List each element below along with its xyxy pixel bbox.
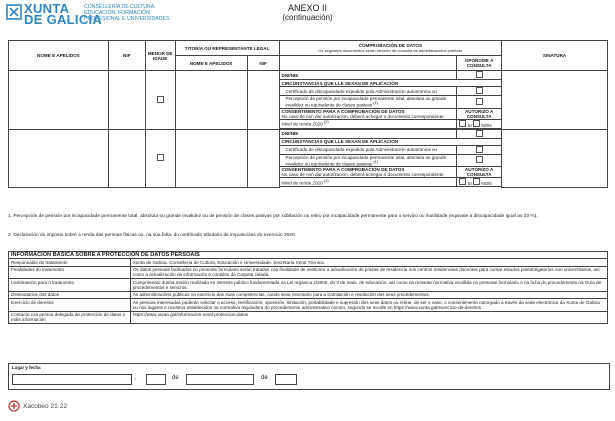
consellaria-line2: EDUCACIÓN, FORMACIÓN [84, 10, 150, 16]
cert-label-2: Certificado de discapacidade expedido pola Administración autonómica ou [279, 145, 457, 154]
footnote-2: 2. Declaración do imposto sobre a renda das persoas físicas ou, na súa falta, do certificado tributario de imputacións do exercicio 2020. [8, 233, 296, 238]
col-guardian-nif-header: NIF [247, 56, 279, 71]
col-check-header [279, 41, 502, 56]
col-name-header: NOME E APELIDOS [9, 41, 109, 71]
col-check-title: COMPROBACIÓN DE DATOS [358, 43, 423, 48]
col-signature-header: SINATURA [502, 41, 608, 71]
pension-note-1: (1) [373, 101, 379, 105]
consent-label-1 [279, 108, 457, 119]
income-non-label-1: NON [481, 122, 492, 128]
authorize-header-2: AUTORIZO A CONSULTA [457, 167, 502, 178]
comma-separator: , [135, 375, 137, 381]
consellaria-line3: PROFESIONAL E UNIVERSIDADES [84, 16, 170, 22]
cert-oppose-checkbox-1[interactable] [476, 87, 483, 94]
income-label-1 [279, 119, 457, 128]
nif-input-1[interactable] [108, 71, 145, 130]
dni-oppose-cell-2 [457, 129, 502, 138]
brand-line1: XUNTA [24, 1, 70, 16]
day-input[interactable] [146, 374, 166, 385]
spacer-2 [279, 187, 502, 188]
signature-cell-2[interactable] [502, 129, 608, 188]
annex-title: ANEXO II [287, 3, 327, 13]
income-options-1 [457, 119, 502, 128]
income-text-1: Nivel de renda 2020 [281, 121, 323, 127]
pension-text-1: Percepción de pensión por incapacidade permanente total, absoluta ou grande invalidez ou equivalente de clases pasivas [285, 96, 447, 108]
guardian-nif-input-1[interactable] [247, 71, 279, 130]
info-value-1: Os datos persoais facilitados no presente formulario serán tratados coa finalidade de xestionar a adxudicación de prazas de residencia nos centros residenciais docentes para cursar estudos postobrigatorios non universitarios, así como a actualización da información e contidos da Carpeta cidadá. [130, 266, 607, 279]
pension-oppose-checkbox-2[interactable] [476, 156, 483, 163]
signature-cell-1[interactable] [502, 71, 608, 130]
dni-oppose-checkbox-2[interactable] [476, 130, 483, 137]
income-si-checkbox-2[interactable] [459, 178, 466, 185]
de-label-1: de [172, 375, 179, 381]
info-label-3: Destinatarios dos datos [9, 291, 131, 298]
consent-sub-2: No caso de non dar autorización, deberá achegar o documento correspondente. [281, 172, 445, 178]
col-check-subtitle: Os seguintes documentos serán obxecto de consulta ás administracións públicas [318, 48, 463, 53]
place-input[interactable] [12, 374, 132, 385]
guardian-name-input-2[interactable] [175, 129, 247, 188]
data-protection-title: INFORMACIÓN BÁSICA SOBRE A PROTECCIÓN DE DATOS PERSOAIS [9, 252, 608, 259]
minor-checkbox-2[interactable] [157, 154, 164, 161]
dni-label-1: DNI/NIE [279, 71, 457, 80]
cert-label-1: Certificado de discapacidade expedido pola Administración autonómica ou [279, 87, 457, 96]
footnote-1: 1. Percepción de pensión por incapacidade permanente total, absoluta ou grande invalidez ou de pensión de clases pasivas por xubilación ou retiro por incapacidade permanente para o servizo ou inutilidade (equivale a discapacidade igual ao 33 %). [8, 214, 538, 219]
name-input-1[interactable] [9, 71, 109, 130]
annex-subtitle: (continuación) [282, 13, 333, 22]
info-label-5: Contacto coa persoa delegada de protección de datos e máis información [9, 311, 131, 324]
cert-oppose-checkbox-2[interactable] [476, 146, 483, 153]
cert-oppose-cell-2 [457, 145, 502, 154]
income-options-2 [457, 178, 502, 187]
circ-label-1: CIRCUNSTANCIAS QUE LLE SEXAN DE APLICACIÓN [279, 80, 502, 87]
income-non-label-2: NON [481, 181, 492, 187]
name-input-2[interactable] [9, 129, 109, 188]
de-label-2: de [261, 375, 268, 381]
guardian-nif-input-2[interactable] [247, 129, 279, 188]
guardian-name-input-1[interactable] [175, 71, 247, 130]
circ-label-2: CIRCUNSTANCIAS QUE LLE SEXAN DE APLICACIÓN [279, 138, 502, 145]
authorize-header-1: AUTORIZO A CONSULTA [457, 108, 502, 119]
income-si-checkbox-1[interactable] [459, 120, 466, 127]
xacobeo-logo-icon [8, 400, 20, 412]
info-value-4: As persoas interesadas poderán solicitar o acceso, rectificación, oposición, limitación, portabilidade e supresión dos seus datos ou retirar, de ser o caso, o consentimento outorgado a través da sede electrónica da Xunta de Galicia ou nos lugares e rexistros establecidos na normativa reguladora do procedemento administrativo común, segundo se recolle en https://www.xunta.gal/exercicio-de-dereitos [130, 299, 607, 312]
income-label-2 [279, 178, 457, 187]
info-label-1: Finalidades do tratamento [9, 266, 131, 279]
col-nif-header: NIF [108, 41, 145, 71]
year-input[interactable] [275, 374, 297, 385]
info-label-2: Lexitimación para o tratamento [9, 279, 131, 292]
minor-cell-1 [145, 71, 175, 130]
consellaria-line1: CONSELLERÍA DE CULTURA, [84, 4, 156, 10]
info-label-4: Exercicio de dereitos [9, 299, 131, 312]
dni-label-2: DNI/NIE [279, 129, 457, 138]
info-value-3: As administracións públicas no exercicio das súas competencias, cando sexa necesario para a tramitación e resolución dos seus procedementos. [130, 291, 607, 298]
income-si-label-2: SI [467, 181, 472, 187]
minor-checkbox-1[interactable] [157, 96, 164, 103]
income-non-checkbox-2[interactable] [473, 178, 480, 185]
check-blank-cell [279, 56, 457, 71]
pension-text-2: Percepción de pensión por incapacidade permanente total, absoluta ou grande invalidez ou equivalente de clases pasivas [285, 154, 447, 167]
info-value-0: Xunta de Galicia. Consellería de Cultura, Educación e Universidade. Secretaría Xeral Técnica. [130, 259, 607, 266]
month-input[interactable] [186, 374, 254, 385]
info-value-2: Cumprimento dunha misión realizada en interese público fundamentada na Lei orgánica 2/2006, do 3 de maio, de educación, así como na restante normativa recollida no presente formulario e na ficha do procedemento na Guía de procedementos e servizos. [130, 279, 607, 292]
dni-oppose-cell-1 [457, 71, 502, 80]
col-oppose-header: OPÓÑOME Á CONSULTA [457, 56, 502, 71]
pension-oppose-cell-2 [457, 154, 502, 167]
col-guardian-header: TITOR/A OU REPRESENTANTE LEGAL [175, 41, 279, 56]
nif-input-2[interactable] [108, 129, 145, 188]
pension-oppose-cell-1 [457, 96, 502, 109]
data-protection-table [8, 251, 608, 324]
pension-label-2 [279, 154, 457, 167]
consent-title-2: CONSENTIMENTO PARA A COMPROBACIÓN DE DATOS [281, 167, 405, 173]
col-minor-header: MENOR DE IDADE [145, 41, 175, 71]
info-value-5: https://www.xunta.gal/informacion-xeral-proteccion-datos [130, 311, 607, 324]
income-si-label-1: SI [467, 122, 472, 128]
income-note-2: (2) [323, 178, 329, 183]
pension-label-1 [279, 96, 457, 109]
brand-line2: DE GALICIA [24, 12, 103, 27]
pension-note-2: (1) [373, 159, 379, 164]
applicants-table [8, 40, 608, 188]
place-date-label: Lugar y fecha [12, 365, 41, 370]
minor-cell-2 [145, 129, 175, 188]
dni-oppose-checkbox-1[interactable] [476, 71, 483, 78]
consent-title-1: CONSENTIMENTO PARA A COMPROBACIÓN DE DATOS [281, 108, 405, 114]
info-label-0: Responsable do tratamento [9, 259, 131, 266]
cert-oppose-cell-1 [457, 87, 502, 96]
income-non-checkbox-1[interactable] [473, 120, 480, 127]
income-text-2: Nivel de renda 2020 [281, 180, 323, 186]
xacobeo-text: Xacobeo 21·22 [23, 403, 68, 410]
pension-oppose-checkbox-1[interactable] [476, 98, 483, 105]
consent-sub-1: No caso de non dar autorización, deberá achegar o documento correspondente. [281, 113, 445, 119]
col-guardian-name-header: NOME E APELIDOS [175, 56, 247, 71]
income-note-1: (2) [323, 120, 329, 125]
consent-label-2 [279, 167, 457, 178]
